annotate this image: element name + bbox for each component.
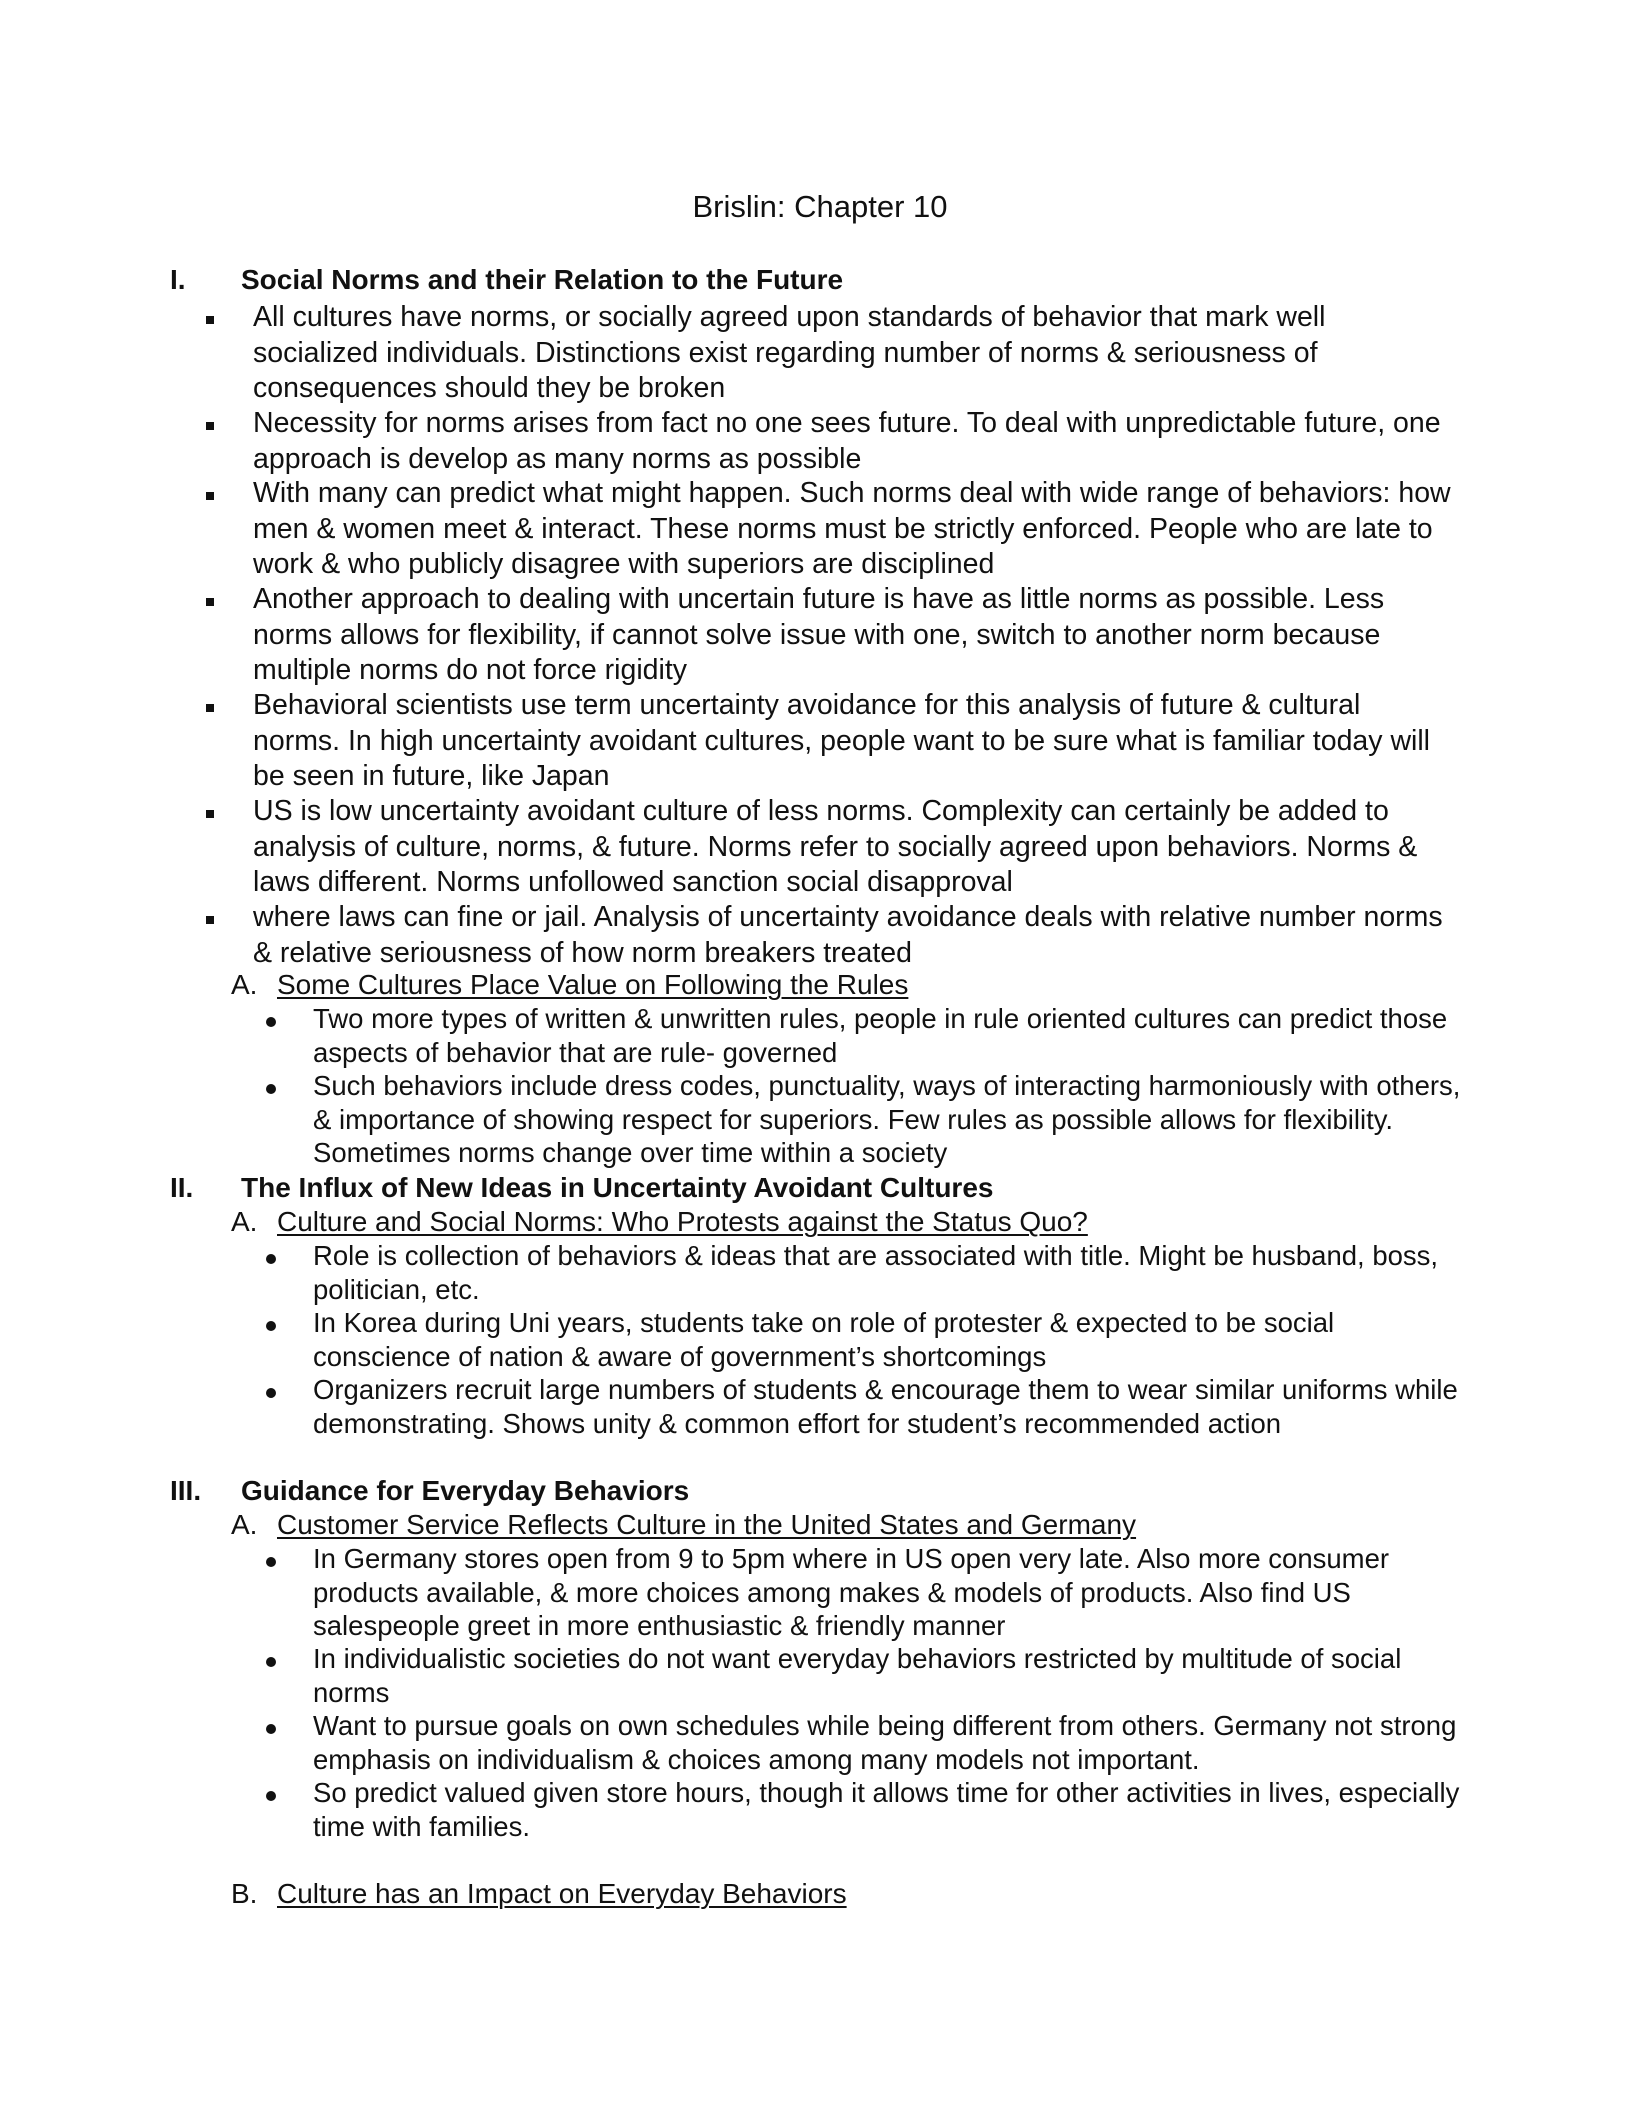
section-number: II. xyxy=(170,1172,194,1203)
section-number: III. xyxy=(170,1475,202,1506)
list-item: Such behaviors include dress codes, punctuality, ways of interacting harmoniously with others, & importance of showing respect for superiors. Few rules as possible allows for flexibility. Sometimes norms change over time within a society xyxy=(313,1070,1461,1168)
list-item: In individualistic societies do not want everyday behaviors restricted by multitude of social norms xyxy=(313,1643,1402,1708)
list-item: In Korea during Uni years, students take on role of protester & expected to be social conscience of nation & aware of government’s shortcomings xyxy=(313,1307,1335,1372)
round-bullet xyxy=(266,1388,276,1398)
round-bullet xyxy=(266,1254,276,1264)
round-bullet xyxy=(266,1724,276,1734)
section-number: I. xyxy=(170,264,186,295)
square-bullet xyxy=(206,492,214,500)
list-item: All cultures have norms, or socially agreed upon standards of behavior that mark well socialized individuals. Distinctions exist regarding number of norms & seriousness of consequences should they be broken xyxy=(253,301,1326,404)
subsection-heading: Culture and Social Norms: Who Protests against the Status Quo? xyxy=(277,1206,1088,1237)
round-bullet xyxy=(266,1321,276,1331)
list-item: Another approach to dealing with uncertain future is have as little norms as possible. Less norms allows for flexibility, if cannot solve issue with one, switch to another norm because multiple norms do not force rigidity xyxy=(253,583,1385,686)
square-bullet xyxy=(206,810,214,818)
round-bullet xyxy=(266,1557,276,1567)
list-item: Necessity for norms arises from fact no one sees future. To deal with unpredictable future, one approach is develop as many norms as possible xyxy=(253,407,1441,475)
square-bullet xyxy=(206,916,214,924)
subsection-letter: B. xyxy=(231,1878,258,1909)
list-item: Want to pursue goals on own schedules while being different from others. Germany not strong emphasis on individualism & choices among many models not important. xyxy=(313,1710,1457,1775)
square-bullet xyxy=(206,422,214,430)
square-bullet xyxy=(206,598,214,606)
list-item: where laws can fine or jail. Analysis of uncertainty avoidance deals with relative number norms & relative seriousness of how norm breakers treated xyxy=(253,901,1443,969)
section-heading: The Influx of New Ideas in Uncertainty Avoidant Cultures xyxy=(241,1172,994,1203)
subsection-heading: Some Cultures Place Value on Following the Rules xyxy=(277,969,909,1000)
list-item: Two more types of written & unwritten rules, people in rule oriented cultures can predict those aspects of behavior that are rule- governed xyxy=(313,1003,1448,1068)
round-bullet xyxy=(266,1084,276,1094)
subsection-letter: A. xyxy=(231,1509,258,1540)
list-item: Behavioral scientists use term uncertainty avoidance for this analysis of future & cultural norms. In high uncertainty avoidant cultures, people want to be sure what is familiar today will be seen in future, like Japan xyxy=(253,689,1431,792)
list-item: In Germany stores open from 9 to 5pm where in US open very late. Also more consumer products available, & more choices among makes & models of products. Also find US salespeople greet in more enthusiastic & friendly manner xyxy=(313,1543,1390,1641)
list-item: With many can predict what might happen. Such norms deal with wide range of behaviors: how men & women meet & interact. These norms must be strictly enforced. People who are late to work & who publicly disagree with superiors are disciplined xyxy=(253,477,1451,580)
list-item: So predict valued given store hours, though it allows time for other activities in lives, especially time with families. xyxy=(313,1777,1460,1842)
square-bullet xyxy=(206,316,214,324)
subsection-heading: Culture has an Impact on Everyday Behaviors xyxy=(277,1878,847,1909)
subsection-letter: A. xyxy=(231,1206,258,1237)
round-bullet xyxy=(266,1657,276,1667)
list-item: Role is collection of behaviors & ideas that are associated with title. Might be husband, boss, politician, etc. xyxy=(313,1240,1439,1305)
section-heading: Social Norms and their Relation to the Future xyxy=(241,264,844,295)
list-item: US is low uncertainty avoidant culture of less norms. Complexity can certainly be added to analysis of culture, norms, & future. Norms refer to socially agreed upon behaviors. Norms & laws different. Norms unfollowed sanction social disapproval xyxy=(253,795,1418,898)
square-bullet xyxy=(206,704,214,712)
section-heading: Guidance for Everyday Behaviors xyxy=(241,1475,690,1506)
page-title: Brislin: Chapter 10 xyxy=(692,189,948,224)
subsection-letter: A. xyxy=(231,969,258,1000)
round-bullet xyxy=(266,1791,276,1801)
round-bullet xyxy=(266,1017,276,1027)
subsection-heading: Customer Service Reflects Culture in the United States and Germany xyxy=(277,1509,1137,1540)
list-item: Organizers recruit large numbers of students & encourage them to wear similar uniforms while demonstrating. Shows unity & common effort for student’s recommended action xyxy=(313,1374,1458,1439)
